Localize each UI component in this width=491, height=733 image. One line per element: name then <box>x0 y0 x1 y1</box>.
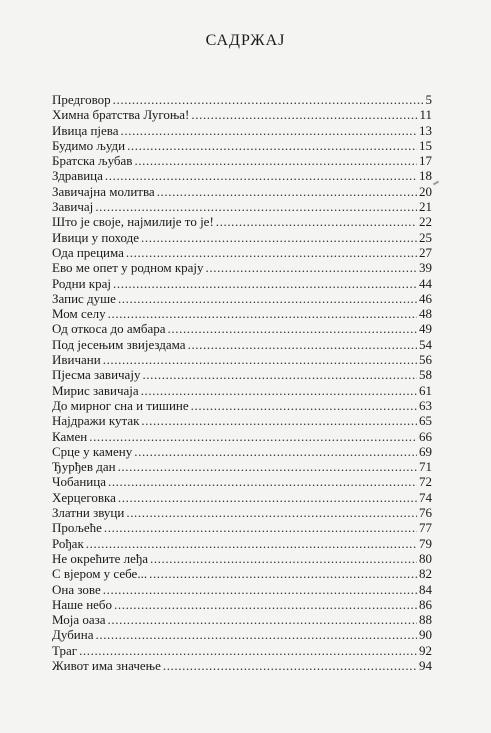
toc-entry-title: Од откоса до амбара <box>52 321 166 337</box>
toc-entry-title: Ивици у походе <box>52 229 140 245</box>
toc-entry <box>52 490 432 505</box>
toc-entry <box>52 337 432 352</box>
toc-entry-page-number: 74 <box>419 489 432 505</box>
toc-entry-page-number: 27 <box>419 244 432 260</box>
toc-entry-title: Она зове <box>52 581 101 597</box>
toc-entry <box>52 367 432 382</box>
toc-leader-dots <box>104 520 417 535</box>
toc-entry-title: Траг <box>52 642 78 658</box>
toc-entry <box>52 429 432 444</box>
toc-entry-page-number: 72 <box>419 474 432 490</box>
toc-entry <box>52 658 432 673</box>
toc-entry-page-number: 13 <box>419 122 432 138</box>
toc-entry-page-number: 5 <box>425 92 432 107</box>
toc-entry <box>52 643 432 658</box>
toc-entry <box>52 230 432 245</box>
toc-entry <box>52 383 432 398</box>
toc-entry <box>52 199 432 214</box>
toc-leader-dots <box>118 490 417 505</box>
toc-leader-dots <box>113 276 417 291</box>
toc-entry-title: Завичај <box>52 199 94 215</box>
toc-entry <box>52 138 432 153</box>
toc-entry-title: Мом селу <box>52 306 106 322</box>
toc-entry-title: Пјесма завичају <box>52 367 141 383</box>
toc-entry-page-number: 21 <box>419 199 432 215</box>
toc-entry-title: До мирног сна и тишине <box>52 397 189 413</box>
toc-entry <box>52 291 432 306</box>
toc-entry <box>52 306 432 321</box>
toc-entry <box>52 444 432 459</box>
toc-entry-title: Мирис завичаја <box>52 382 139 398</box>
toc-entry-title: Живот има значење <box>52 657 161 673</box>
toc-entry <box>52 107 432 122</box>
toc-entry <box>52 474 432 489</box>
toc-entry-page-number: 18 <box>419 168 432 184</box>
toc-leader-dots <box>150 551 417 566</box>
toc-entry-page-number: 84 <box>419 581 432 597</box>
toc-leader-dots <box>216 214 417 229</box>
toc-leader-dots <box>191 107 417 122</box>
toc-entry-page-number: 15 <box>419 137 432 153</box>
toc-leader-dots <box>188 337 417 352</box>
toc-entry <box>52 184 432 199</box>
toc-entry-title: Здравица <box>52 168 103 184</box>
toc-entry-title: Химна братства Лугоња! <box>52 107 190 123</box>
toc-entry-page-number: 63 <box>419 397 432 413</box>
toc-leader-dots <box>108 306 417 321</box>
scan-mark <box>433 181 439 186</box>
toc-entry-title: Најдражи кутак <box>52 413 140 429</box>
toc-leader-dots <box>86 536 417 551</box>
toc-leader-dots <box>103 582 417 597</box>
toc-entry-title: Завичајна молитва <box>52 183 155 199</box>
toc-entry-page-number: 44 <box>419 275 432 291</box>
toc-entry-page-number: 88 <box>419 612 432 628</box>
toc-leader-dots <box>103 352 417 367</box>
toc-leader-dots <box>108 612 417 627</box>
toc-entry-title: Златни звуци <box>52 505 125 521</box>
toc-leader-dots <box>108 474 417 489</box>
toc-entry-title: Под јесењим звијездама <box>52 336 186 352</box>
toc-entry <box>52 260 432 275</box>
toc-entry <box>52 276 432 291</box>
toc-entry-page-number: 66 <box>419 428 432 444</box>
toc-entry-page-number: 39 <box>419 260 432 276</box>
toc-entry <box>52 551 432 566</box>
toc-leader-dots <box>141 413 417 428</box>
toc-entry <box>52 153 432 168</box>
toc-leader-dots <box>141 383 417 398</box>
toc-entry-page-number: 17 <box>419 153 432 169</box>
toc-entry <box>52 505 432 520</box>
toc-leader-dots <box>141 230 417 245</box>
toc-leader-dots <box>134 444 417 459</box>
toc-leader-dots <box>206 260 417 275</box>
toc-leader-dots <box>121 123 417 138</box>
toc-entry-title: Ода прецима <box>52 244 124 260</box>
toc-entry-title: Братска љубав <box>52 153 133 169</box>
toc-entry-page-number: 48 <box>419 306 432 322</box>
toc-leader-dots <box>118 291 417 306</box>
toc-entry-title: С вјером у себе... <box>52 566 148 582</box>
toc-entry <box>52 413 432 428</box>
toc-entry <box>52 352 432 367</box>
toc-entry-title: Предговор <box>52 92 111 107</box>
toc-entry-title: Дубина <box>52 627 94 643</box>
toc-leader-dots <box>163 658 417 673</box>
toc-leader-dots <box>95 199 417 214</box>
toc-entry-title: Ивица пјева <box>52 122 119 138</box>
toc-entry-page-number: 77 <box>419 520 432 536</box>
toc-leader-dots <box>79 643 417 658</box>
toc-entry <box>52 597 432 612</box>
toc-entry <box>52 536 432 551</box>
toc-entry-title: Будимо људи <box>52 137 126 153</box>
toc-entry-title: Прољеће <box>52 520 102 536</box>
toc-entry-page-number: 90 <box>419 627 432 643</box>
toc-leader-dots <box>96 627 418 642</box>
toc-entry-page-number: 11 <box>419 107 432 123</box>
toc-entry <box>52 398 432 413</box>
page-title: САДРЖАЈ <box>205 32 286 49</box>
toc-entry <box>52 627 432 642</box>
toc-entry <box>52 459 432 474</box>
toc-entry <box>52 566 432 581</box>
toc-leader-dots <box>114 597 417 612</box>
toc-entry-page-number: 58 <box>419 367 432 383</box>
toc-entry-title: Рођак <box>52 535 84 551</box>
toc-leader-dots <box>118 459 417 474</box>
toc-entry-page-number: 92 <box>419 642 432 658</box>
toc-entry-page-number: 61 <box>419 382 432 398</box>
toc-entry-title: Ево ме опет у родном крају <box>52 260 204 276</box>
toc-entry-title: Не окрећите леђа <box>52 550 148 566</box>
toc-entry-title: Ђурђев дан <box>52 459 116 475</box>
toc-entry-page-number: 20 <box>419 183 432 199</box>
toc-leader-dots <box>191 398 417 413</box>
toc-entry-page-number: 76 <box>419 505 432 521</box>
toc-leader-dots <box>168 321 417 336</box>
toc-entry <box>52 123 432 138</box>
toc-entry-page-number: 46 <box>419 290 432 306</box>
toc-entry-page-number: 86 <box>419 596 432 612</box>
toc-entry-page-number: 22 <box>419 214 432 230</box>
toc-entry-title: Херцеговка <box>52 489 116 505</box>
toc-entry-title: Што је своје, најмилије то је! <box>52 214 214 230</box>
toc-entry <box>52 520 432 535</box>
toc-entry-page-number: 49 <box>419 321 432 337</box>
toc-entry-title: Чобаница <box>52 474 106 490</box>
toc-entry-page-number: 82 <box>419 566 432 582</box>
toc-entry-title: Срце у камену <box>52 443 133 459</box>
toc-entry-title: Запис душе <box>52 290 116 306</box>
toc-leader-dots <box>126 505 417 520</box>
toc-leader-dots <box>127 138 417 153</box>
toc-entry-page-number: 69 <box>419 443 432 459</box>
toc-entry-title: Камен <box>52 428 88 444</box>
toc-leader-dots <box>89 429 417 444</box>
toc-leader-dots <box>134 153 417 168</box>
toc-leader-dots <box>149 566 417 581</box>
toc-entry-page-number: 80 <box>419 550 432 566</box>
toc-entry <box>52 214 432 229</box>
toc-entry-title: Ивичани <box>52 352 101 368</box>
toc-entry <box>52 582 432 597</box>
toc-leader-dots <box>113 92 424 107</box>
toc-entry <box>52 92 432 107</box>
toc-entry-page-number: 94 <box>419 657 432 673</box>
toc-entry-page-number: 79 <box>419 535 432 551</box>
toc-leader-dots <box>142 367 417 382</box>
toc-leader-dots <box>157 184 417 199</box>
toc-entry-page-number: 65 <box>419 413 432 429</box>
toc-entry-page-number: 54 <box>419 336 432 352</box>
toc-entry <box>52 245 432 260</box>
table-of-contents <box>52 92 432 673</box>
toc-entry-page-number: 56 <box>419 352 432 368</box>
toc-entry-title: Моја оаза <box>52 612 106 628</box>
toc-entry-title: Родни крај <box>52 275 112 291</box>
toc-entry <box>52 321 432 336</box>
toc-entry-title: Наше небо <box>52 596 113 612</box>
toc-entry <box>52 168 432 183</box>
toc-entry-page-number: 71 <box>419 459 432 475</box>
toc-leader-dots <box>105 168 417 183</box>
toc-entry-page-number: 25 <box>419 229 432 245</box>
toc-entry <box>52 612 432 627</box>
toc-leader-dots <box>126 245 417 260</box>
